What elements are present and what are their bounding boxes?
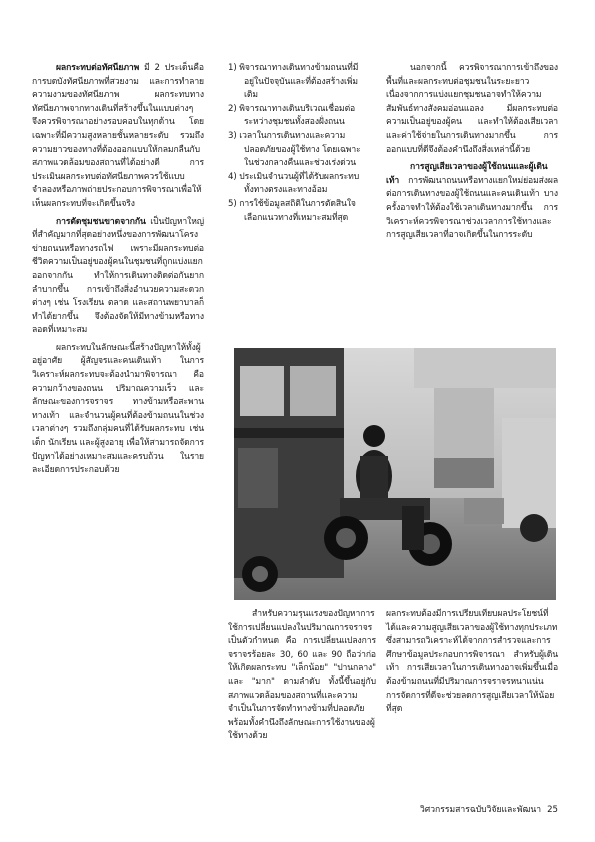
journal-name: วิศวกรรมสารฉบับวิจัยและพัฒนา (419, 805, 542, 815)
paragraph-analysis: ผลกระทบในลักษณะนี้สร้างปัญหาให้ทั้งผู้อยู่อาศัย ผู้สัญจรและคนเดินเท้า ในการวิเคราะห์ผลกระทบจะต้องนำมาพิจารณา คือ ความกว้างของถนน ปริมาณความเร็ว และลักษณะของการจราจร ทางข้ามหรือสะพานทางเท้า และจำนวนผู้คนที่ต้องข้ามถนนในช่วงเวลาต่างๆ รวมถึงกลุ่มคนที่ได้รับผลกระทบ เช่น เด็ก นักเรียน และผู้สูงอายุ เพื่อให้สามารถจัดการปัญหาได้อย่างเหมาะสมและครบถ้วน ในรายละเอียดการประกอบด้วย (32, 342, 204, 476)
paragraph-landscape (32, 62, 204, 212)
paragraph-community (32, 216, 204, 338)
page-number: 25 (547, 805, 558, 815)
left-column (32, 62, 204, 478)
right-column (386, 62, 558, 243)
motorcycle-traffic-image (234, 348, 556, 600)
list-item: 3) เวลาในการเดินทางและความปลอดภัยของผู้ใช้ทาง โดยเฉพาะในช่วงกลางคืนและช่วงเร่งด่วน (228, 130, 361, 169)
heading-time-loss: การสูญเสียเวลาของผู้ใช้ถนนและผู้เดินเท้า (386, 162, 548, 186)
heading-community-severance: การตัดชุมชนขาดจากกัน (56, 216, 146, 227)
paragraph-access: นอกจากนี้ ควรพิจารณาการเข้าถึงของพื้นที่และผลกระทบต่อชุมชนในระยะยาว เนื่องจากการแบ่งแยกชุมชนอาจทำให้ความสัมพันธ์ทางสังคมอ่อนแอลง มีผลกระทบต่อความเป็นอยู่ของผู้คน และทำให้ต้องเสียเวลาและค่าใช้จ่ายในการเดินทางมากขึ้น การออกแบบที่ดีจึงต้องคำนึงถึงสิ่งเหล่านี้ด้วย (386, 63, 558, 155)
middle-column (228, 62, 368, 225)
heading-landscape-impact: ผลกระทบต่อทัศนียภาพ (56, 63, 140, 73)
criteria-list (228, 62, 368, 225)
paragraph-time-loss-text: การพัฒนาถนนหรือทางแยกใหม่ย่อมส่งผลต่อการเดินทางของผู้ใช้ถนนและคนเดินเท้า บางครั้งอาจทำให้ต้องใช้เวลาเดินทางมากขึ้น การวิเคราะห์ควรพิจารณาช่วงเวลาการใช้ทางและการสูญเสียเวลาที่อาจเกิดขึ้นในการระดับ (386, 175, 558, 241)
paragraph-community-text: เป็นปัญหาใหญ่ที่สำคัญมากที่สุดอย่างหนึ่งของการพัฒนาโครงข่ายถนนหรือทางรถไฟ เพราะมีผลกระทบต่อชีวิตความเป็นอยู่ของผู้คนในชุมชนที่ถูกแบ่งแยกออกจากกัน ทำให้การเดินทางติดต่อกันยากลำบากขึ้น การเข้าถึงสิ่งอำนวยความสะดวกต่างๆ เช่น โรงเรียน ตลาด และสถานพยาบาลก็ทำได้ยากขึ้น จึงต้องจัดให้มีทางข้ามหรือทางลอดที่เหมาะสม (32, 216, 204, 336)
list-item: 5) การใช้ข้อมูลสถิติในการตัดสินใจเลือกแนวทางที่เหมาะสมที่สุด (228, 198, 356, 223)
paragraph-comparison: ผลกระทบต้องมีการเปรียบเทียบผลประโยชน์ที่ได้และความสูญเสียเวลาของผู้ใช้ทางทุกประเภท ซึ่งสามารถวิเคราะห์ได้จากการสำรวจและการศึกษาข้อมูลประกอบการพิจารณา สำหรับผู้เดินเท้า การเสียเวลาในการเดินทางอาจเพิ่มขึ้นเมื่อต้องข้ามถนนที่มีปริมาณการจราจรหนาแน่น การจัดการที่ดีจะช่วยลดการสูญเสียเวลาให้น้อยที่สุด (386, 609, 558, 715)
paragraph-time-loss (386, 161, 558, 243)
paragraph-landscape-text: มี 2 ประเด็นคือ การบดบังทัศนียภาพที่สวยงาม และการทำลายความงามของทัศนียภาพ ผลกระทบทางทัศนียภาพจากทางเดินที่สร้างขึ้นในแบบต่างๆ จึงควรพิจารณาอย่างรอบคอบในทุกด้าน โดยเฉพาะที่มีความสูงหลายชั้นหลายระดับ รวมถึงความยาวของทางที่ต้องออกแบบให้กลมกลืนกับสภาพแวดล้อมของสถานที่ได้อย่างดี การประเมินผลกระทบต่อทัศนียภาพควรใช้แบบจำลองหรือภาพถ่ายประกอบการพิจารณาเพื่อให้เห็นผลกระทบที่จะเกิดขึ้นจริง (32, 63, 204, 209)
paragraph-severity: สำหรับความรุนแรงของปัญหาการใช้การเปลี่ยนแปลงในปริมาณการจราจรเป็นตัวกำหนด คือ การเปลี่ยนแปลงการจราจรร้อยละ 30, 60 และ 90 ถือว่าก่อให้เกิดผลกระทบ "เล็กน้อย" "ปานกลาง" และ "มาก" ตามลำดับ ทั้งนี้ขึ้นอยู่กับสภาพแวดล้อมของสถานที่และความจำเป็นในการจัดทำทางข้ามที่ปลอดภัย พร้อมทั้งคำนึงถึงลักษณะการใช้งานของผู้ใช้ทางด้วย (228, 609, 376, 742)
street-traffic-photo (234, 348, 556, 600)
lower-middle-column (228, 608, 376, 744)
lower-right-column (386, 608, 558, 717)
list-item: 2) พิจารณาทางเดินบริเวณเชื่อมต่อระหว่างชุมชนทั้งสองฝั่งถนน (228, 103, 356, 128)
list-item: 4) ประเมินจำนวนผู้ที่ได้รับผลกระทบทั้งทางตรงและทางอ้อม (228, 171, 360, 196)
list-item: 1) พิจารณาทางเดินทางข้ามถนนที่มีอยู่ในปัจจุบันและที่ต้องสร้างเพิ่มเติม (228, 63, 359, 101)
page-footer (386, 802, 558, 816)
